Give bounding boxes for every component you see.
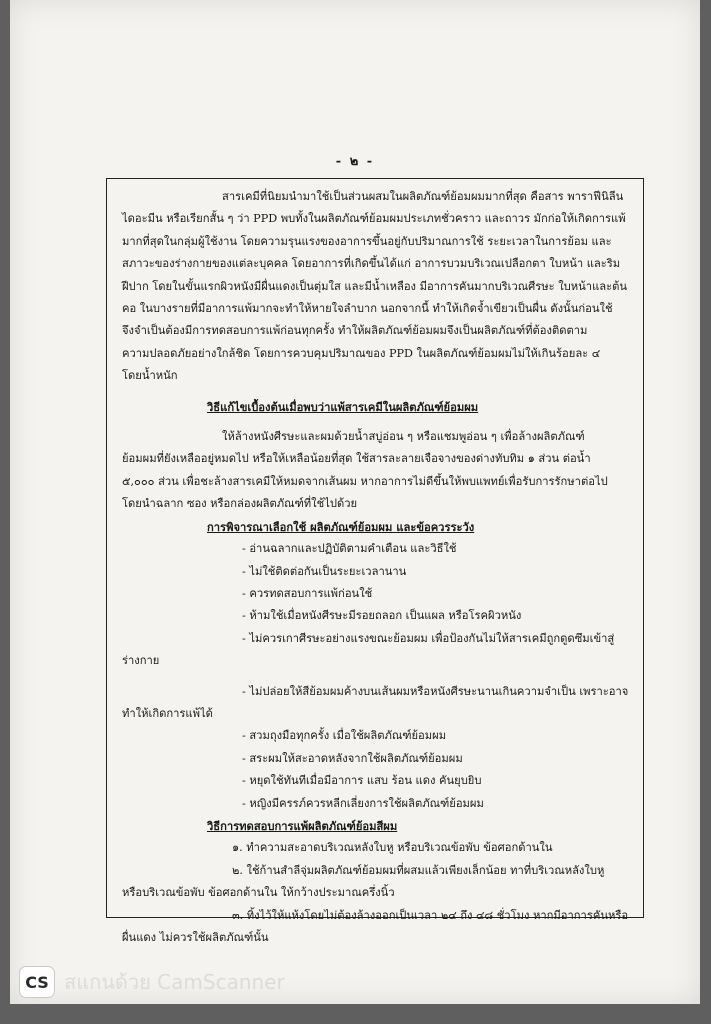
test-step: ๑. ทำความสะอาดบริเวณหลังใบหู หรือบริเวณข้อพับ ข้อศอกด้านใน	[232, 841, 553, 855]
section-heading-allergy-test: วิธีการทดสอบการแพ้ผลิตภัณฑ์ย้อมสีผม	[207, 818, 398, 833]
page-number: - ๒ -	[335, 154, 375, 169]
intro-line: มากที่สุดในกลุ่มผู้ใช้งาน โดยความรุนแรงของอาการขึ้นอยู่กับปริมาณการใช้ ระยะเวลาในการย้อม และ	[122, 234, 612, 248]
precaution-item: - ไม่ควรเกาศีรษะอย่างแรงขณะย้อมผม เพื่อป้องกันไม่ให้สารเคมีถูกดูดซึมเข้าสู่	[242, 631, 615, 645]
test-step: ๒. ใช้ก้านสำลีจุ่มผลิตภัณฑ์ย้อมผมที่ผสมแล้วเพียงเล็กน้อย ทาที่บริเวณหลังใบหู	[232, 863, 605, 877]
intro-line: ไดอะมีน หรือเรียกสั้น ๆ ว่า PPD พบทั้งในผลิตภัณฑ์ย้อมผมประเภทชั่วคราว และถาวร มักก่อให้เกิดการแพ้	[122, 212, 626, 226]
precaution-item: - สวมถุงมือทุกครั้ง เมื่อใช้ผลิตภัณฑ์ย้อมผม	[242, 729, 447, 743]
camscanner-watermark-text: สแกนด้วย CamScanner	[64, 970, 285, 994]
precaution-item: - ควรทดสอบการแพ้ก่อนใช้	[242, 586, 373, 600]
intro-line: ความปลอดภัยอย่างใกล้ชิด โดยการควบคุมปริมาณของ PPD ในผลิตภัณฑ์ย้อมผมไม่ให้เกินร้อยละ ๔	[122, 346, 601, 360]
intro-line: ฝีปาก โดยในขั้นแรกผิวหนังมีผื่นแดงเป็นตุ่มใส และมีน้ำเหลือง มีอาการคันมากบริเวณศีรษะ ใบหน้าและต้น	[122, 279, 628, 293]
first-aid-line: ให้ล้างหนังศีรษะและผมด้วยน้ำสบู่อ่อน ๆ หรือแชมพูอ่อน ๆ เพื่อล้างผลิตภัณฑ์	[222, 430, 585, 444]
precaution-item: - สระผมให้สะอาดหลังจากใช้ผลิตภัณฑ์ย้อมผม	[242, 751, 463, 765]
precaution-item: - หยุดใช้ทันทีเมื่อมีอาการ แสบ ร้อน แดง คันยุบยิบ	[242, 774, 482, 788]
precaution-item: - ไม่ใช้ติดต่อกันเป็นระยะเวลานาน	[242, 564, 407, 578]
test-step-continued: หรือบริเวณข้อพับ ข้อศอกด้านใน ให้กว้างประมาณครึ่งนิ้ว	[122, 886, 395, 900]
first-aid-line: ๕,๐๐๐ ส่วน เพื่อชะล้างสารเคมีให้หมดจากเส้นผม หากอาการไม่ดีขึ้นให้พบแพทย์เพื่อรับการรักษาต่อไป	[122, 474, 608, 488]
precaution-item-continued: ร่างกาย	[122, 654, 160, 668]
test-step-continued: ผื่นแดง ไม่ควรใช้ผลิตภัณฑ์นั้น	[122, 931, 269, 944]
precaution-item: - หญิงมีครรภ์ควรหลีกเลี่ยงการใช้ผลิตภัณฑ์ย้อมผม	[242, 796, 484, 810]
section-heading-precautions: การพิจารณาเลือกใช้ ผลิตภัณฑ์ย้อมผม และข้อควรระวัง	[207, 519, 475, 534]
intro-line: สารเคมีที่นิยมนำมาใช้เป็นส่วนผสมในผลิตภัณฑ์ย้อมผมมากที่สุด คือสาร พาราฟีนิลีน	[222, 190, 624, 203]
precaution-item: - ไม่ปล่อยให้สีย้อมผมค้างบนเส้นผมหรือหนังศีรษะนานเกินความจำเป็น เพราะอาจ	[242, 684, 629, 698]
first-aid-line: ย้อมผมที่ยังเหลืออยู่หมดไป หรือให้เหลือน้อยที่สุด ใช้สารละลายเจือจางของด่างทับทิม ๑ ส่วน ต่อน้ำ	[122, 452, 591, 466]
precaution-item: - อ่านฉลากและปฏิบัติตามคำเตือน และวิธีใช้	[242, 542, 457, 556]
intro-line: สภาวะของร่างกายของแต่ละบุคคล โดยอาการที่เกิดขึ้นได้แก่ อาการบวมบริเวณเปลือกตา ใบหน้า และริม	[122, 257, 621, 271]
scanned-page	[10, 0, 700, 1004]
document-body	[122, 186, 642, 949]
precaution-item-continued: ทำให้เกิดการแพ้ได้	[122, 706, 213, 720]
camscanner-logo-icon: CS	[20, 967, 54, 997]
first-aid-line: โดยนำฉลาก ซอง หรือกล่องผลิตภัณฑ์ที่ใช้ไปด้วย	[122, 497, 358, 511]
intro-line: จึงจำเป็นต้องมีการทดสอบการแพ้ก่อนทุกครั้ง ทำให้ผลิตภัณฑ์ย้อมผมจึงเป็นผลิตภัณฑ์ที่ต้องติดตาม	[122, 324, 588, 338]
precaution-item: - ห้ามใช้เมื่อหนังศีรษะมีรอยถลอก เป็นแผล หรือโรคผิวหนัง	[242, 609, 522, 623]
camscanner-watermark	[20, 964, 285, 1000]
intro-line: คอ ในบางรายที่มีอาการแพ้มากจะทำให้หายใจลำบาก นอกจากนี้ ทำให้เกิดจ้ำเขียวเป็นผื่น ดังนั้นก่อนใช้	[122, 302, 613, 316]
section-heading-first-aid: วิธีแก้ไขเบื้องต้นเมื่อพบว่าแพ้สารเคมีในผลิตภัณฑ์ย้อมผม	[207, 399, 479, 414]
test-step: ๓. ทิ้งไว้ให้แห้งโดยไม่ต้องล้างออกเป็นเวลา ๒๔ ถึง ๔๘ ชั่วโมง หากมีอาการคันหรือ	[232, 908, 629, 922]
intro-line: โดยน้ำหนัก	[122, 369, 178, 383]
